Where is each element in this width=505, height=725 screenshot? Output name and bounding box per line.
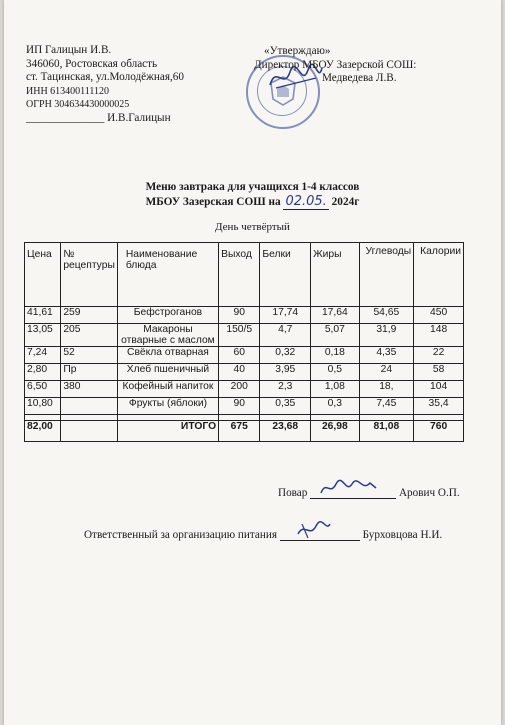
responsible-signature-field — [280, 528, 360, 541]
cell-calories: 35,4 — [414, 398, 464, 415]
table-row — [25, 324, 464, 347]
cell-price: 41,61 — [25, 307, 61, 324]
cell-price: 13,05 — [25, 324, 61, 347]
cook-signature-icon — [318, 478, 380, 498]
total-recipe — [61, 421, 118, 442]
issuer-signature: ______________ И.В.Галицын — [26, 111, 171, 124]
day-label: День четвёртый — [215, 221, 290, 233]
cook-label: Повар — [278, 487, 308, 499]
cell-yield: 150/5 — [219, 324, 260, 347]
cook-name: Арович О.П. — [398, 487, 460, 499]
cell-dish-name: Хлеб пшеничный — [117, 364, 218, 381]
cell-fat: 1,08 — [311, 381, 359, 398]
cell-fat: 0,5 — [311, 364, 359, 381]
cell-carbs: 54,65 — [359, 307, 414, 324]
header-dish-name: Наименование блюда — [117, 243, 218, 307]
issuer-address-2: ст. Тацинская, ул.Молодёжная,60 — [26, 71, 184, 83]
total-yield: 675 — [219, 421, 260, 442]
responsible-signature-icon — [294, 518, 334, 540]
cell-yield: 200 — [219, 381, 260, 398]
header-price: Цена — [25, 243, 61, 307]
cell-calories: 22 — [414, 347, 464, 364]
cell-protein: 17,74 — [260, 307, 311, 324]
menu-title-line-2 — [4, 194, 501, 209]
issuer-ogrn: ОГРН 304634430000025 — [26, 99, 130, 110]
cell-calories: 148 — [414, 324, 464, 347]
cell-recipe-number: 259 — [61, 307, 118, 324]
cell-protein: 0,35 — [260, 398, 311, 415]
cell-carbs: 4,35 — [359, 347, 414, 364]
issuer-inn: ИНН 613400111120 — [26, 85, 110, 97]
cell-price: 7,24 — [25, 347, 61, 364]
cell-carbs: 18, — [359, 381, 414, 398]
responsible-name: Бурховцова Н.И. — [362, 529, 443, 541]
cell-dish-name: Бефстроганов — [117, 307, 218, 324]
menu-title-line-1: Меню завтрака для учащихся 1-4 классов — [145, 181, 360, 193]
cell-protein: 3,95 — [260, 364, 311, 381]
table-row — [25, 347, 464, 364]
cell-calories: 58 — [414, 364, 464, 381]
cell-dish-name: Макароны отварные с маслом — [117, 324, 218, 347]
cell-fat: 5,07 — [311, 324, 359, 347]
document-page — [4, 0, 501, 725]
menu-title-prefix: МБОУ Зазерская СОШ на — [145, 196, 281, 208]
cell-calories: 104 — [414, 381, 464, 398]
cell-yield: 90 — [219, 307, 260, 324]
header-recipe-number: № рецептуры — [61, 243, 118, 307]
header-carbs: Углеводы — [359, 243, 414, 307]
cell-protein: 4,7 — [260, 324, 311, 347]
cell-carbs: 24 — [359, 364, 414, 381]
cell-dish-name: Свёкла отварная — [117, 347, 218, 364]
cell-recipe-number — [61, 398, 118, 415]
responsible-signature-line — [84, 528, 442, 541]
cell-calories: 450 — [414, 307, 464, 324]
total-label: ИТОГО — [117, 421, 218, 442]
total-protein: 23,68 — [260, 421, 311, 442]
table-row — [25, 364, 464, 381]
cell-price: 2,80 — [25, 364, 61, 381]
approval-heading: «Утверждаю» — [264, 45, 331, 57]
cell-yield: 60 — [219, 347, 260, 364]
cell-carbs: 31,9 — [359, 324, 414, 347]
cell-carbs: 7,45 — [359, 398, 414, 415]
cell-recipe-number: Пр — [61, 364, 118, 381]
cell-fat: 0,18 — [311, 347, 359, 364]
approval-position: Директор МБОУ Зазерской СОШ: — [254, 58, 417, 71]
table-total-row — [25, 421, 464, 442]
cell-dish-name: Фрукты (яблоки) — [117, 398, 218, 415]
cell-recipe-number: 52 — [61, 347, 118, 364]
cell-fat: 17,64 — [311, 307, 359, 324]
table-row — [25, 381, 464, 398]
approval-block — [254, 45, 416, 86]
director-name: Медведева Л.В. — [322, 72, 397, 84]
cook-signature-line — [278, 486, 460, 499]
table-row — [25, 307, 464, 324]
handwritten-date: 02.05. — [285, 194, 327, 209]
header-calories: Калории — [414, 243, 464, 307]
total-calories: 760 — [414, 421, 464, 442]
menu-table — [24, 242, 464, 442]
header-fat: Жиры — [311, 243, 359, 307]
total-price: 82,00 — [25, 421, 61, 442]
issuer-block — [26, 44, 184, 125]
header-protein: Белки — [260, 243, 311, 307]
cell-yield: 90 — [219, 398, 260, 415]
cell-yield: 40 — [219, 364, 260, 381]
cell-recipe-number: 205 — [61, 324, 118, 347]
total-carbs: 81,08 — [359, 421, 414, 442]
cook-signature-field — [310, 486, 396, 499]
cell-price: 10,80 — [25, 398, 61, 415]
responsible-label: Ответственный за организацию питания — [84, 529, 277, 541]
cell-fat: 0,3 — [311, 398, 359, 415]
table-header-row — [25, 243, 464, 307]
issuer-name: ИП Галицын И.В. — [26, 44, 112, 56]
cell-dish-name: Кофейный напиток — [117, 381, 218, 398]
cell-protein: 2,3 — [260, 381, 311, 398]
cell-protein: 0,32 — [260, 347, 311, 364]
cell-price: 6,50 — [25, 381, 61, 398]
cell-recipe-number: 380 — [61, 381, 118, 398]
table-row — [25, 398, 464, 415]
issuer-address-1: 346060, Ростовская область — [26, 57, 158, 70]
total-fat: 26,98 — [311, 421, 359, 442]
header-yield: Выход — [219, 243, 260, 307]
menu-title-suffix: 2024г — [331, 196, 360, 208]
